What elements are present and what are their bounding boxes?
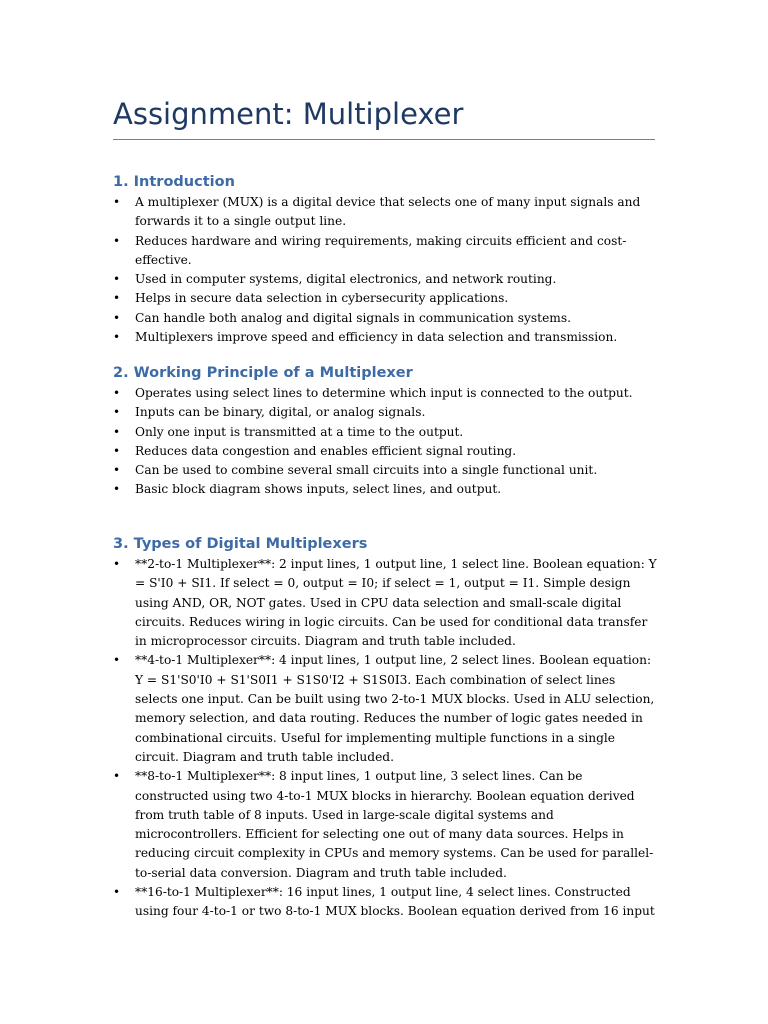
bullet-item	[113, 289, 658, 308]
section-heading: 1. Introduction	[113, 174, 235, 190]
bullet-text: Used in computer systems, digital electronics, and network routing.	[135, 272, 557, 287]
section-heading: 2. Working Principle of a Multiplexer	[113, 365, 413, 381]
bullet-dot: •	[113, 195, 121, 209]
bullet-text: Multiplexers improve speed and efficiency in data selection and transmission.	[135, 330, 618, 345]
bullet-text: A multiplexer (MUX) is a digital device that selects one of many input signals and forwards it to a single output line.	[135, 195, 641, 229]
bullet-item	[113, 461, 658, 480]
bullet-text: Can be used to combine several small circuits into a single functional unit.	[135, 463, 598, 478]
section-types-of-multiplexers	[113, 533, 658, 922]
bullet-list	[113, 384, 658, 500]
bullet-text: Operates using select lines to determine which input is connected to the output.	[135, 386, 633, 400]
bullet-dot: •	[113, 482, 121, 497]
bullet-dot: •	[113, 272, 121, 287]
bullet-dot: •	[113, 885, 121, 900]
bullet-dot: •	[113, 330, 121, 345]
bullet-list	[113, 193, 658, 347]
bullet-item	[113, 193, 658, 232]
bullet-dot: •	[113, 769, 121, 784]
bullet-text: **16-to-1 Multiplexer**: 16 input lines, 1 output line, 4 select lines. Constructed using four 4-to-1 or two 8-to-1 MUX blocks. Boolean equation derived from 16 input	[135, 885, 655, 919]
bullet-text: **2-to-1 Multiplexer**: 2 input lines, 1 output line, 1 select line. Boolean equation: Y = S'I0 + SI1. If select = 0, output = I0; if select = 1, output = I1. Simple design using AND, OR, NOT gates. Used in CPU data selection and small-scale digital circuits. Reduces wiring in logic circuits. Can be used for conditional data transfer in microprocessor circuits. Diagram and truth table included.	[135, 557, 657, 649]
bullet-item	[113, 555, 658, 651]
bullet-text: Helps in secure data selection in cybersecurity applications.	[135, 291, 509, 306]
bullet-item	[113, 651, 658, 767]
bullet-dot: •	[113, 386, 121, 400]
bullet-dot: •	[113, 557, 121, 571]
bullet-text: Basic block diagram shows inputs, select lines, and output.	[135, 482, 502, 497]
bullet-item	[113, 403, 658, 422]
bullet-item	[113, 309, 658, 328]
bullet-item	[113, 480, 658, 499]
bullet-text: Reduces data congestion and enables efficient signal routing.	[135, 443, 517, 458]
bullet-text: Only one input is transmitted at a time to the output.	[135, 424, 464, 439]
bullet-item	[113, 442, 658, 461]
bullet-dot: •	[113, 233, 121, 248]
bullet-dot: •	[113, 424, 121, 439]
section-working-principle	[113, 362, 658, 500]
bullet-dot: •	[113, 463, 121, 478]
document-title: Assignment: Multiplexer	[113, 97, 464, 131]
section-heading: 3. Types of Digital Multiplexers	[113, 536, 368, 552]
bullet-text: Can handle both analog and digital signals in communication systems.	[135, 310, 571, 325]
bullet-text: **4-to-1 Multiplexer**: 4 input lines, 1 output line, 2 select lines. Boolean equation: Y = S1'S0'I0 + S1'S0I1 + S1S0'I2 + S1S0I3. Each combination of select lines selects one input. Can be built using two 2-to-1 MUX blocks. Used in ALU selection, memory selection, and data routing. Reduces the number of logic gates needed in combinational circuits. Useful for implementing multiple functions in a single circuit. Diagram and truth table included.	[135, 653, 655, 764]
bullet-dot: •	[113, 291, 121, 306]
bullet-item	[113, 328, 658, 347]
bullet-text: **8-to-1 Multiplexer**: 8 input lines, 1 output line, 3 select lines. Can be constructed using two 4-to-1 MUX blocks in hierarchy. Boolean equation derived from truth table of 8 inputs. Used in large-scale digital systems and microcontrollers. Efficient for selecting one out of many data sources. Helps in reducing circuit complexity in CPUs and memory systems. Can be used for parallel-to-serial data conversion. Diagram and truth table included.	[135, 769, 654, 880]
bullet-item	[113, 423, 658, 442]
bullet-item	[113, 384, 658, 403]
bullet-item	[113, 883, 658, 922]
bullet-dot: •	[113, 310, 121, 325]
section-introduction	[113, 171, 658, 347]
bullet-item	[113, 767, 658, 883]
bullet-dot: •	[113, 405, 121, 420]
title-underline	[113, 139, 655, 140]
bullet-dot: •	[113, 443, 121, 458]
bullet-dot: •	[113, 653, 121, 668]
bullet-item	[113, 232, 658, 271]
bullet-text: Reduces hardware and wiring requirements, making circuits efficient and cost-effective.	[135, 233, 627, 267]
bullet-list	[113, 555, 658, 922]
bullet-text: Inputs can be binary, digital, or analog signals.	[135, 405, 426, 420]
bullet-item	[113, 270, 658, 289]
